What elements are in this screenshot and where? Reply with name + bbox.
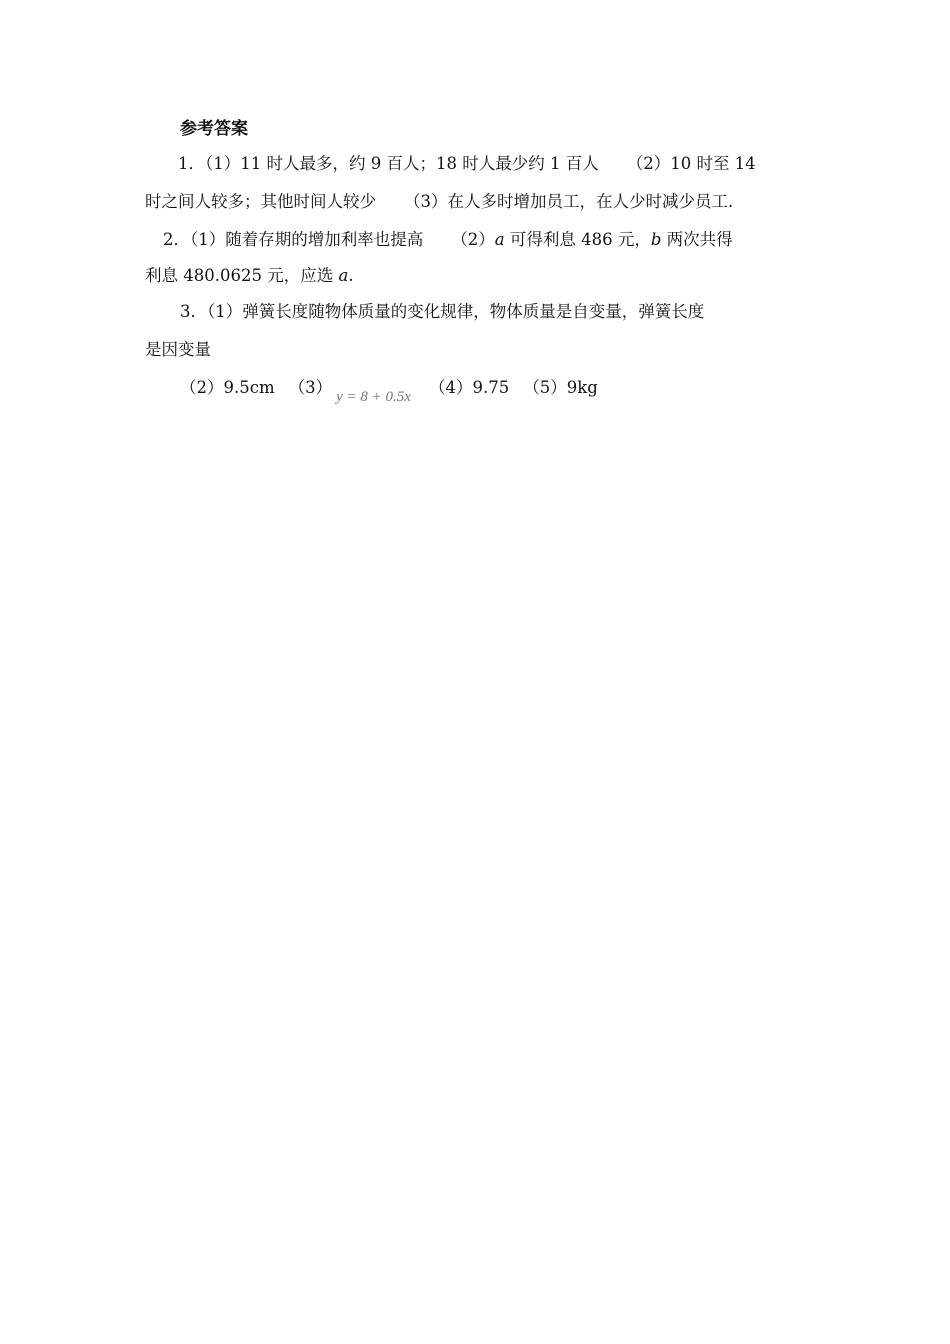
answer-2-part-2-label: （2） <box>451 230 495 249</box>
variable-b: b <box>650 230 662 249</box>
answer-3-part-2-text: （2）9.5cm <box>180 378 275 397</box>
answer-2-part-1-text: 2．（1）随着存期的增加利率也提高 <box>163 230 424 249</box>
answer-3-line-3 <box>180 376 598 405</box>
formula-equation: y = 8 + 0.5x <box>336 389 411 405</box>
answer-1-line-1 <box>178 152 756 176</box>
answer-1-part-1-text: 1．（1）11 时人最多，约 9 百人；18 时人最少约 1 百人 <box>178 154 599 173</box>
answer-3-part-1-text: 3．（1）弹簧长度随物体质量的变化规律，物体质量是自变量，弹簧长度 <box>180 302 705 321</box>
answer-1-part-2-cont-text: 时之间人较多；其他时间人较少 <box>145 192 376 211</box>
answer-2-line-2 <box>145 264 354 288</box>
answer-2-line-1 <box>163 228 733 252</box>
answer-3-part-3-label: （3） <box>288 378 333 397</box>
answer-3-part-5-text: （5）9kg <box>523 378 598 397</box>
answer-2-part-2-cont-text: 利息 480.0625 元，应选 <box>145 266 339 285</box>
answer-1-part-2-text: （2）10 时至 14 <box>626 154 756 173</box>
answer-3-part-1-cont-text: 是因变量 <box>145 340 211 359</box>
answer-3-part-4-text: （4）9.75 <box>428 378 510 397</box>
answer-2-period: . <box>348 266 354 285</box>
answer-1-part-3-text: （3）在人多时增加员工，在人少时减少员工. <box>404 192 734 211</box>
answer-2-part-2-text-a: 可得利息 486 元， <box>504 230 651 249</box>
answer-3-line-2 <box>145 338 211 362</box>
answer-title: 参考答案 <box>180 119 248 139</box>
variable-a-choice: a <box>338 266 349 285</box>
answer-3-line-1 <box>180 300 704 324</box>
answer-2-part-2-text-b: 两次共得 <box>661 230 733 249</box>
variable-a: a <box>494 230 505 249</box>
answer-1-line-2 <box>145 190 733 214</box>
